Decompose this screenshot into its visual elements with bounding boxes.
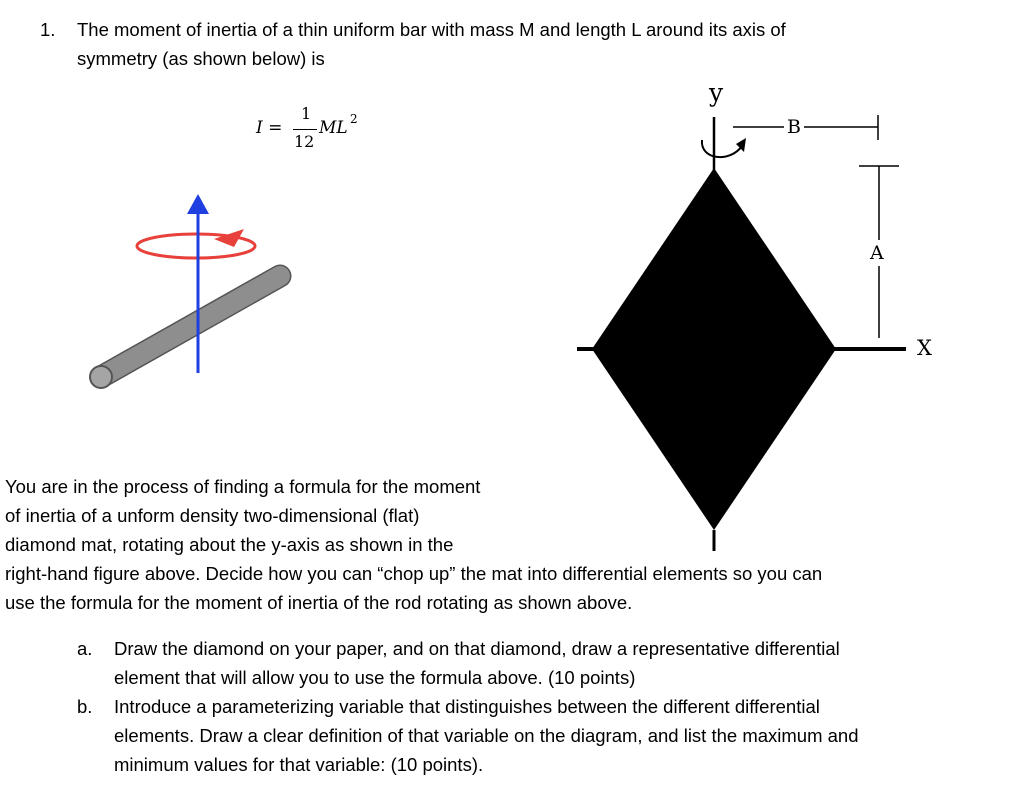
part-b-marker: b. xyxy=(77,696,93,717)
part-b-line-1: Introduce a parameterizing variable that distinguishes between the different differential xyxy=(114,696,820,717)
a-dimension-label: A xyxy=(870,242,884,264)
body-line-2: of inertia of a unform density two-dimensional (flat) xyxy=(5,505,420,526)
diamond-mat xyxy=(592,168,836,530)
intro-line-2: symmetry (as shown below) is xyxy=(77,48,325,69)
body-line-5: use the formula for the moment of inertia of the rod rotating as shown above. xyxy=(5,592,633,613)
body-line-1: You are in the process of finding a formula for the moment xyxy=(5,476,481,497)
x-axis-label: X xyxy=(917,336,932,360)
body-line-3: diamond mat, rotating about the y-axis as shown in the xyxy=(5,534,454,555)
part-b-line-2: elements. Draw a clear definition of that variable on the diagram, and list the maximum and xyxy=(114,725,859,746)
part-b-line-3: minimum values for that variable: (10 points). xyxy=(114,754,484,775)
body-line-4: right-hand figure above. Decide how you can “chop up” the mat into differential elements so you can xyxy=(5,563,823,584)
part-a-marker: a. xyxy=(77,638,93,659)
formula-exponent: 2 xyxy=(350,112,358,126)
y-axis-label: y xyxy=(709,78,724,107)
formula-rhs: ML xyxy=(319,118,348,138)
part-a-line-2: element that will allow you to use the formula above. (10 points) xyxy=(114,667,636,688)
b-dimension-label: B xyxy=(787,116,801,138)
intro-line-1: The moment of inertia of a thin uniform bar with mass M and length L around its axis of xyxy=(77,19,786,40)
question-number: 1. xyxy=(40,19,56,40)
part-a-line-1: Draw the diamond on your paper, and on that diamond, draw a representative differential xyxy=(114,638,840,659)
formula-numerator: 1 xyxy=(301,104,312,123)
formula-lhs: I = xyxy=(256,118,283,138)
formula-denominator: 12 xyxy=(294,132,315,151)
y-rotation-arrow-icon xyxy=(702,140,742,157)
dimension-b xyxy=(733,115,878,140)
